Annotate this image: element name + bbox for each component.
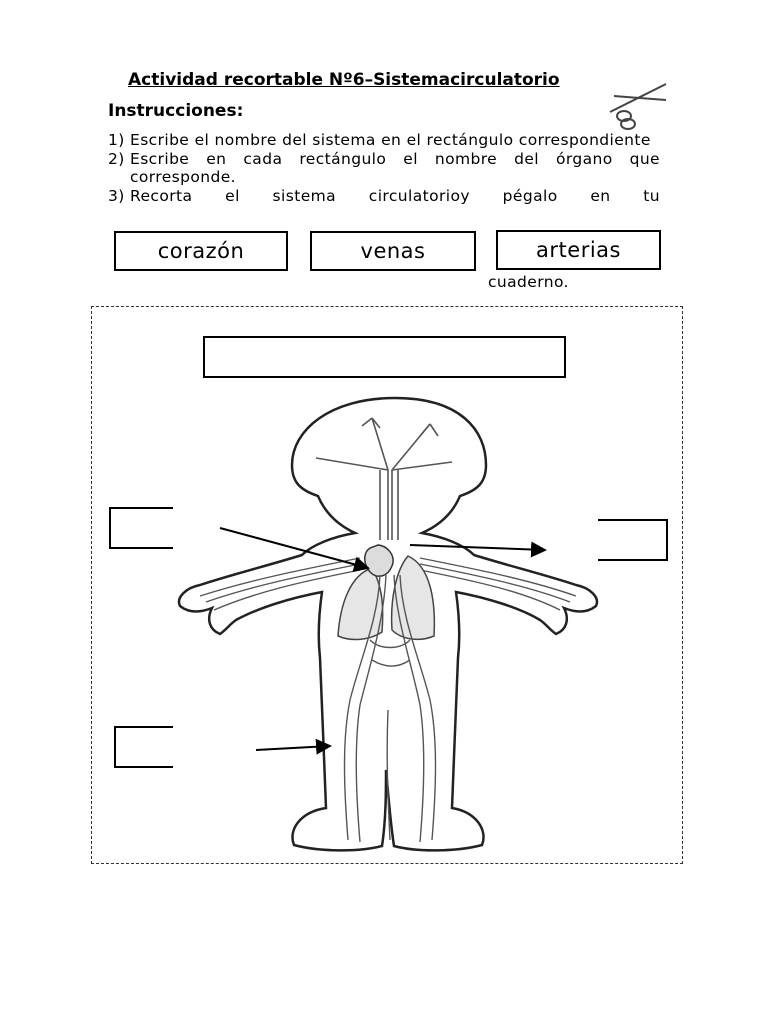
instruction-number: 3) (108, 186, 125, 205)
word-card-arterias[interactable]: arterias (496, 230, 661, 270)
instruction-text: Escribe el nombre del sistema en el rectángulo correspondiente (130, 131, 651, 149)
instruction-text: Recorta el sistema circulatorioy pégalo en tu (130, 186, 660, 205)
word-card-corazon[interactable]: corazón (114, 231, 288, 271)
heart-icon (365, 545, 393, 576)
instruction-number: 2) (108, 149, 125, 168)
worksheet-title: Actividad recortable Nº6–Sistemacirculatorio (128, 70, 560, 90)
instructions-heading: Instrucciones: (108, 101, 244, 121)
arrow-to-veins (256, 746, 330, 750)
instruction-continuation: cuaderno. (488, 273, 569, 291)
word-card-venas[interactable]: venas (310, 231, 476, 271)
instruction-number: 1) (108, 131, 125, 149)
instruction-text: Escribe en cada rectángulo el nombre del órgano que corresponde. (130, 149, 660, 186)
